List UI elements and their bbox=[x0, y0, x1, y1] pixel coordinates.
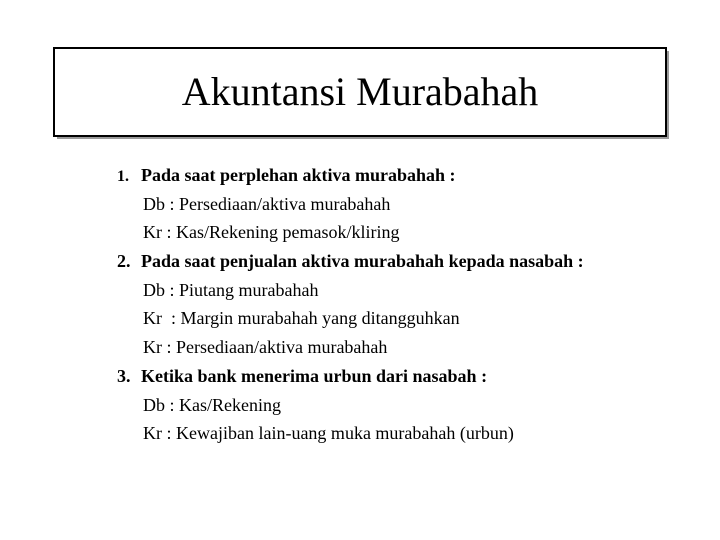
item-number: 2. bbox=[117, 251, 131, 272]
item-number: 3. bbox=[117, 365, 131, 386]
item-heading-text: Ketika bank menerima urbun dari nasabah : bbox=[141, 365, 488, 386]
item-heading-text: Pada saat perplehan aktiva murabahah : bbox=[141, 165, 456, 185]
journal-entry: Db : Persediaan/aktiva murabahah bbox=[143, 193, 391, 214]
item-heading-text: Pada saat penjualan aktiva murabahah kepada nasabah : bbox=[141, 251, 584, 272]
list-item-heading bbox=[117, 161, 697, 190]
journal-entry: Db : Kas/Rekening bbox=[143, 394, 281, 415]
journal-entry: Kr : Kas/Rekening pemasok/kliring bbox=[143, 222, 400, 243]
journal-entry: Kr : Kewajiban lain-uang muka murabahah (urbun) bbox=[143, 423, 514, 444]
journal-list bbox=[117, 161, 697, 448]
list-item-heading bbox=[117, 247, 697, 276]
item-number: 1. bbox=[117, 168, 129, 185]
slide-title: Akuntansi Murabahah bbox=[181, 69, 539, 114]
list-item-heading bbox=[117, 362, 697, 391]
journal-entry: Kr : Margin murabahah yang ditangguhkan bbox=[143, 308, 460, 329]
journal-entry: Kr : Persediaan/aktiva murabahah bbox=[143, 337, 388, 358]
title-box bbox=[53, 47, 667, 137]
journal-entry: Db : Piutang murabahah bbox=[143, 279, 319, 300]
